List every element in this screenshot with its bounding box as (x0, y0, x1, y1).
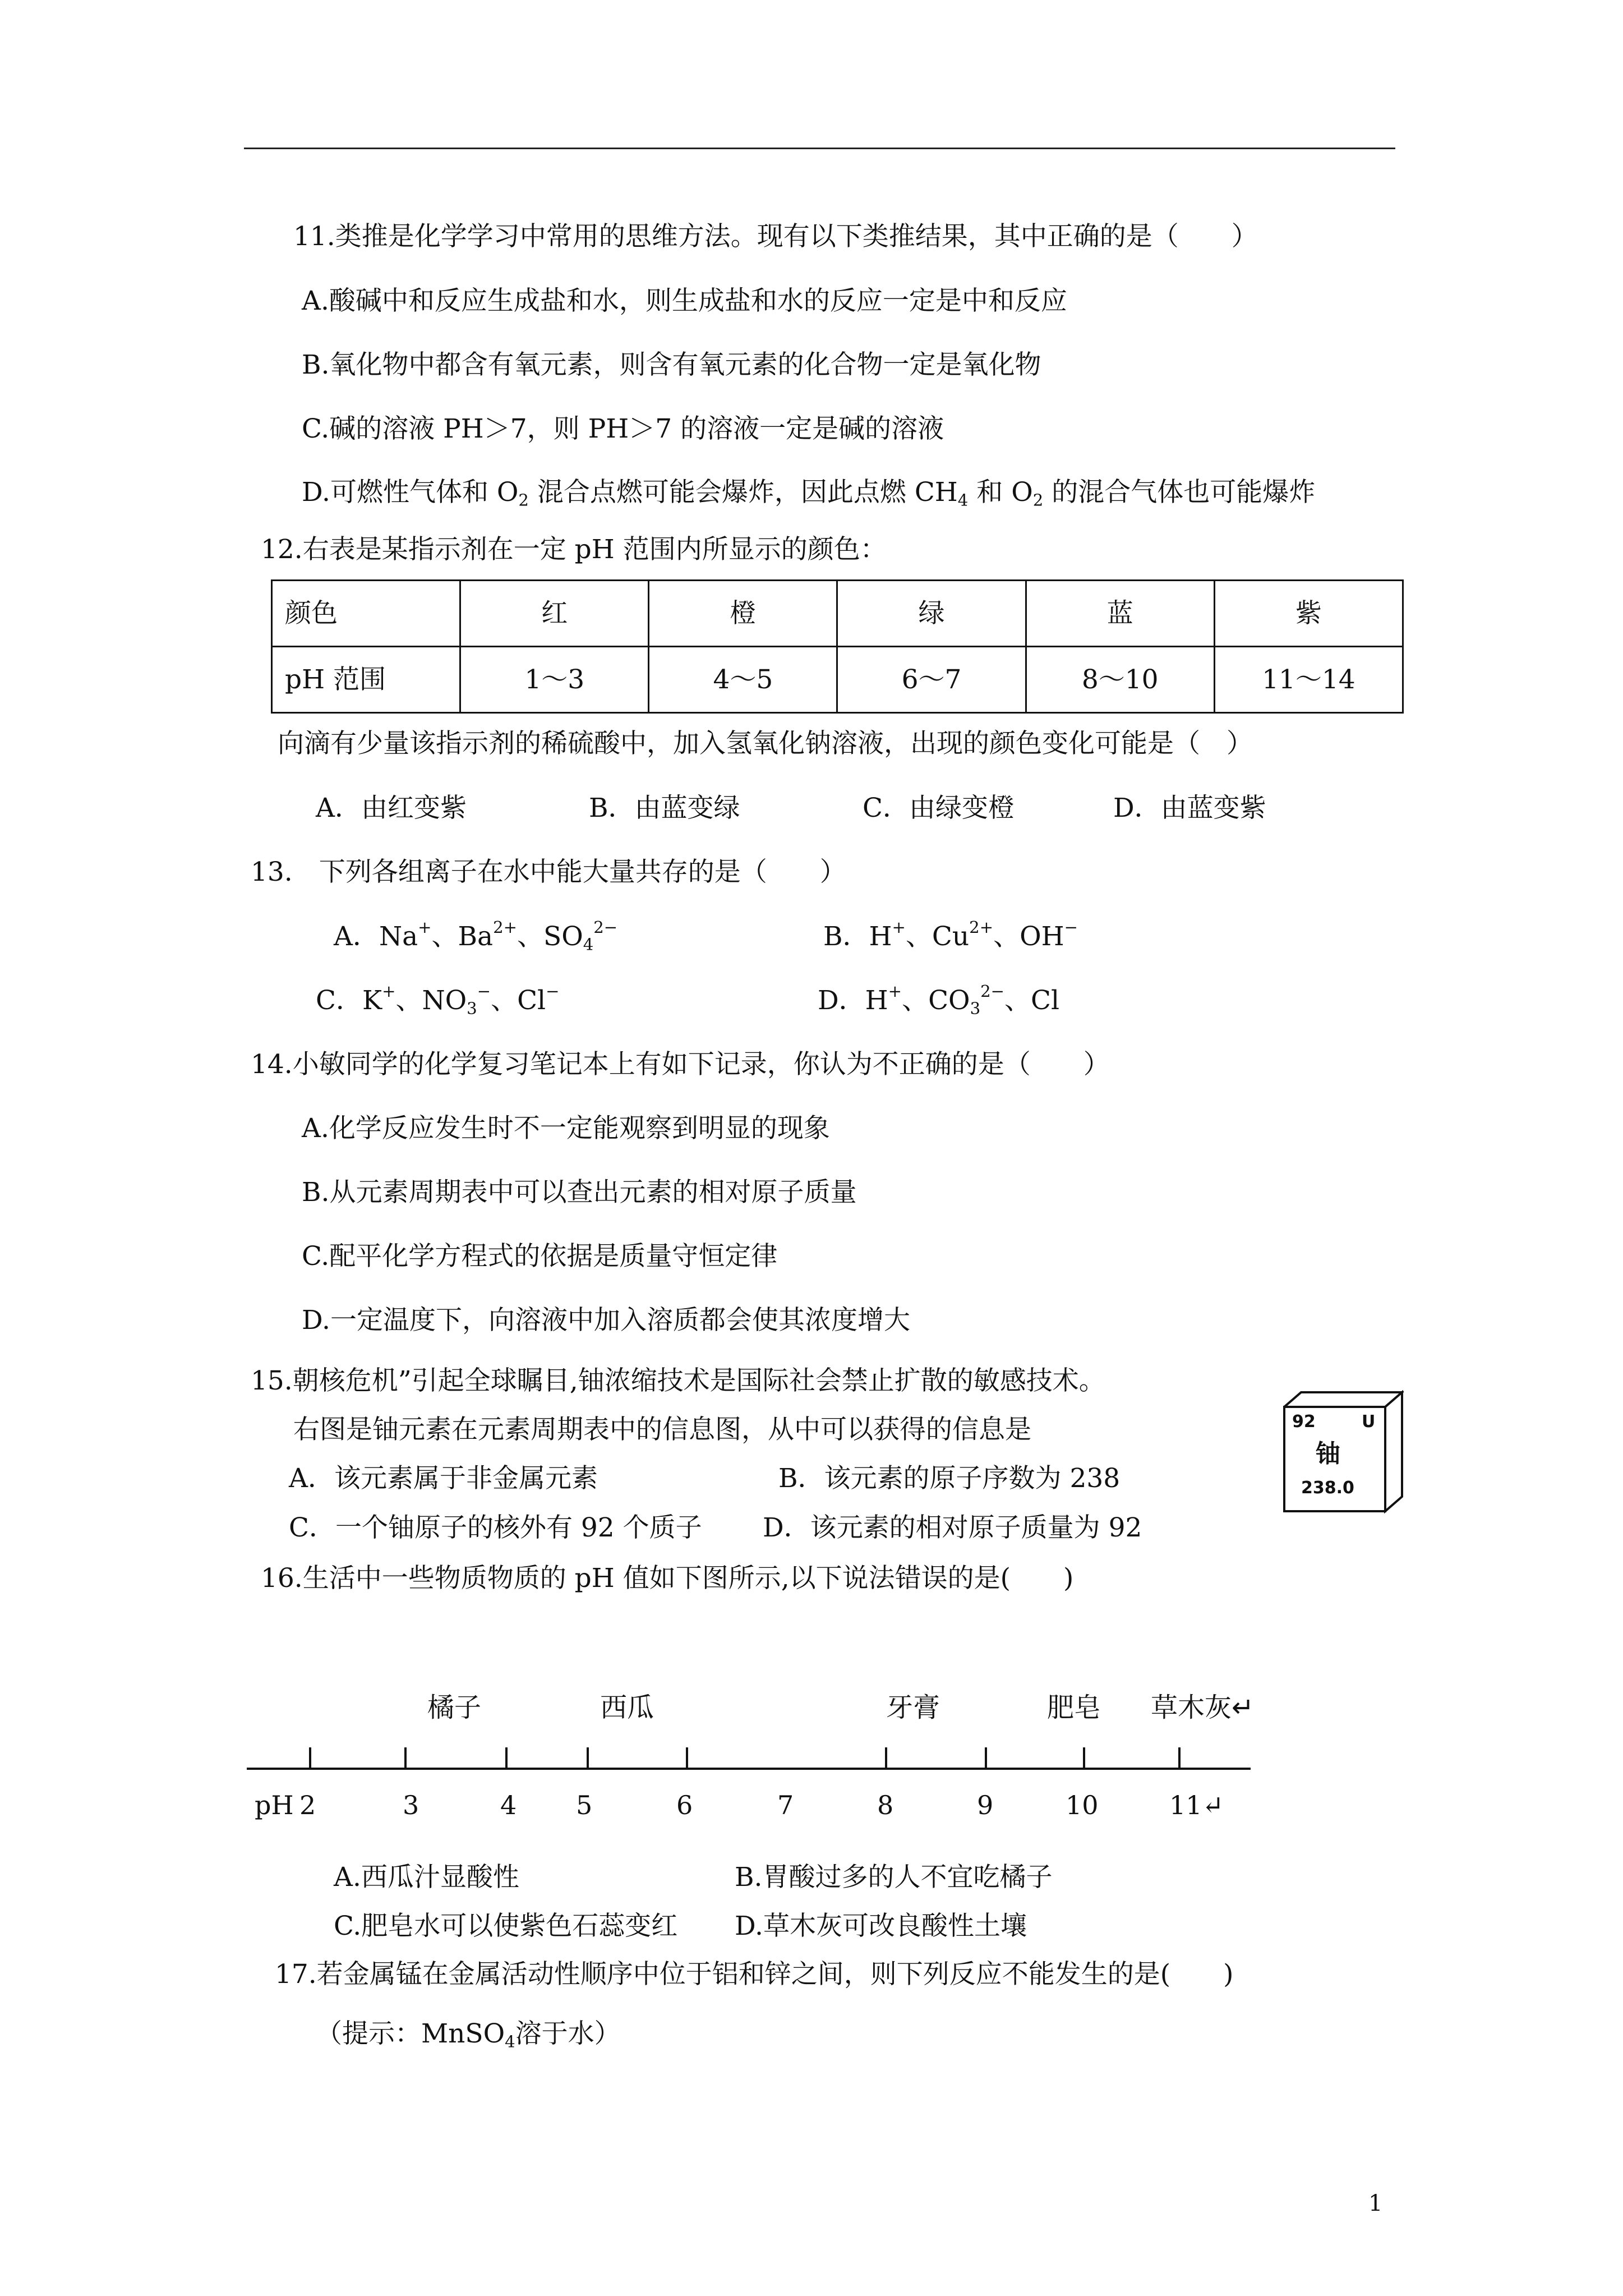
q11-option-d: D.可燃性气体和 $O_2$ 混合点燃可能会爆炸，因此点燃 $CH_4$ 和 $O_2$ 的混合气体也可能爆炸 (302, 477, 1316, 510)
q17-stem: 17.若金属锰在金属活动性顺序中位于铝和锌之间，则下列反应不能发生的是( ) (275, 1959, 1234, 1990)
q16-option-b: B.胃酸过多的人不宜吃橘子 (735, 1862, 1053, 1893)
table-cell: pH 范围 (272, 647, 460, 713)
q16-option-a: A.西瓜汁显酸性 (334, 1862, 519, 1893)
scale-axis-label: pH (255, 1790, 294, 1820)
scale-tick-label: 4 (500, 1790, 517, 1820)
q12-option-d: D．由蓝变紫 (1113, 793, 1266, 823)
q14-option-b: B.从元素周期表中可以查出元素的相对原子质量 (302, 1177, 857, 1208)
table-cell: 6～7 (837, 647, 1026, 713)
q12-option-a: A．由红变紫 (316, 793, 467, 823)
scale-item-label: 肥皂 (1047, 1692, 1101, 1723)
q17-hint: （提示：MnSO$_4$溶于水） (316, 2018, 621, 2051)
table-cell: 红 (460, 581, 649, 647)
scale-tick-label: 3 (403, 1790, 419, 1820)
header-rule (244, 148, 1395, 149)
q12-stem: 12.右表是某指示剂在一定 pH 范围内所显示的颜色： (261, 534, 887, 565)
indicator-color-table (271, 579, 1404, 714)
q13-option-b: B．H+、$Cu^{2+}$、OH− (823, 918, 1078, 952)
q14-option-c: C.配平化学方程式的依据是质量守恒定律 (302, 1241, 778, 1272)
q15-stem: 15.朝核危机”引起全球瞩目,铀浓缩技术是国际社会禁止扩散的敏感技术。 (251, 1365, 1105, 1396)
table-cell: 4～5 (649, 647, 837, 713)
q12-option-b: B．由蓝变绿 (589, 793, 740, 823)
q11-option-a: A.酸碱中和反应生成盐和水，则生成盐和水的反应一定是中和反应 (302, 286, 1067, 316)
q13-option-d: D．H+、$CO_3^{2-}$、Cl (818, 982, 1060, 1018)
q15-option-c: C．一个铀原子的核外有 92 个质子 (289, 1512, 702, 1543)
table-cell: 11～14 (1214, 647, 1403, 713)
element-symbol: U (1362, 1412, 1376, 1432)
element-name: 铀 (1316, 1439, 1340, 1468)
q13-option-c: C．K+、$NO_3^-$、Cl− (316, 982, 560, 1018)
scale-tick-label: 10 (1066, 1790, 1099, 1820)
scale-axis (247, 1736, 1256, 1792)
table-row (272, 647, 1403, 713)
q12-option-c: C．由绿变橙 (863, 793, 1015, 823)
q16-option-d: D.草木灰可改良酸性土壤 (735, 1911, 1027, 1941)
q11-option-b: B.氧化物中都含有氧元素，则含有氧元素的化合物一定是氧化物 (302, 349, 1041, 380)
q15-option-d: D．该元素的相对原子质量为 92 (763, 1512, 1142, 1543)
q11-stem: 11.类推是化学学习中常用的思维方法。现有以下类推结果，其中正确的是（ ） (293, 221, 1258, 252)
table-cell: 颜色 (272, 581, 460, 647)
q13-option-a: A．Na+、$Ba^{2+}$、$SO_4^{2-}$ (334, 918, 618, 954)
ph-scale-diagram (247, 1688, 1256, 1840)
scale-tick-label: 5 (576, 1790, 593, 1820)
q16-option-c: C.肥皂水可以使紫色石蕊变红 (334, 1911, 678, 1941)
q14-option-d: D.一定温度下，向溶液中加入溶质都会使其浓度增大 (302, 1305, 910, 1336)
q15-stem2: 右图是铀元素在元素周期表中的信息图，从中可以获得的信息是 (293, 1414, 1031, 1445)
element-mass: 238.0 (1301, 1478, 1354, 1498)
q13-stem: 13. 下列各组离子在水中能大量共存的是（ ） (251, 857, 846, 887)
q14-stem: 14.小敏同学的化学复习笔记本上有如下记录，你认为不正确的是（ ） (251, 1049, 1110, 1080)
q16-stem: 16.生活中一些物质物质的 pH 值如下图所示,以下说法错误的是( ) (261, 1563, 1074, 1594)
scale-item-label: 橘子 (427, 1692, 482, 1723)
q12-question: 向滴有少量该指示剂的稀硫酸中，加入氢氧化钠溶液，出现的颜色变化可能是（ ） (278, 728, 1253, 759)
scale-item-label: 西瓜 (600, 1692, 654, 1723)
q15-option-a: A．该元素属于非金属元素 (289, 1463, 598, 1494)
scale-item-label: 牙膏 (886, 1692, 940, 1723)
scale-tick-label: 7 (777, 1790, 794, 1820)
table-cell: 8～10 (1026, 647, 1214, 713)
uranium-element-card (1283, 1390, 1404, 1513)
table-cell: 紫 (1214, 581, 1403, 647)
scale-tick-label: 9 (977, 1790, 994, 1820)
table-cell: 橙 (649, 581, 837, 647)
table-row (272, 581, 1403, 647)
scale-tick-label: 8 (877, 1790, 894, 1820)
scale-tick-label: 6 (676, 1790, 693, 1820)
element-number: 92 (1292, 1412, 1316, 1432)
page-number: 1 (1368, 2191, 1383, 2216)
scale-item-label: 草木灰↵ (1151, 1692, 1255, 1723)
table-cell: 蓝 (1026, 581, 1214, 647)
scale-tick-label: 11↵ (1169, 1790, 1224, 1820)
q14-option-a: A.化学反应发生时不一定能观察到明显的现象 (302, 1113, 830, 1144)
q11-option-c: C.碱的溶液 PH＞7，则 PH＞7 的溶液一定是碱的溶液 (302, 413, 944, 444)
scale-tick-label: 2 (299, 1790, 316, 1820)
table-cell: 1～3 (460, 647, 649, 713)
table-cell: 绿 (837, 581, 1026, 647)
q15-option-b: B．该元素的原子序数为 238 (778, 1463, 1121, 1494)
